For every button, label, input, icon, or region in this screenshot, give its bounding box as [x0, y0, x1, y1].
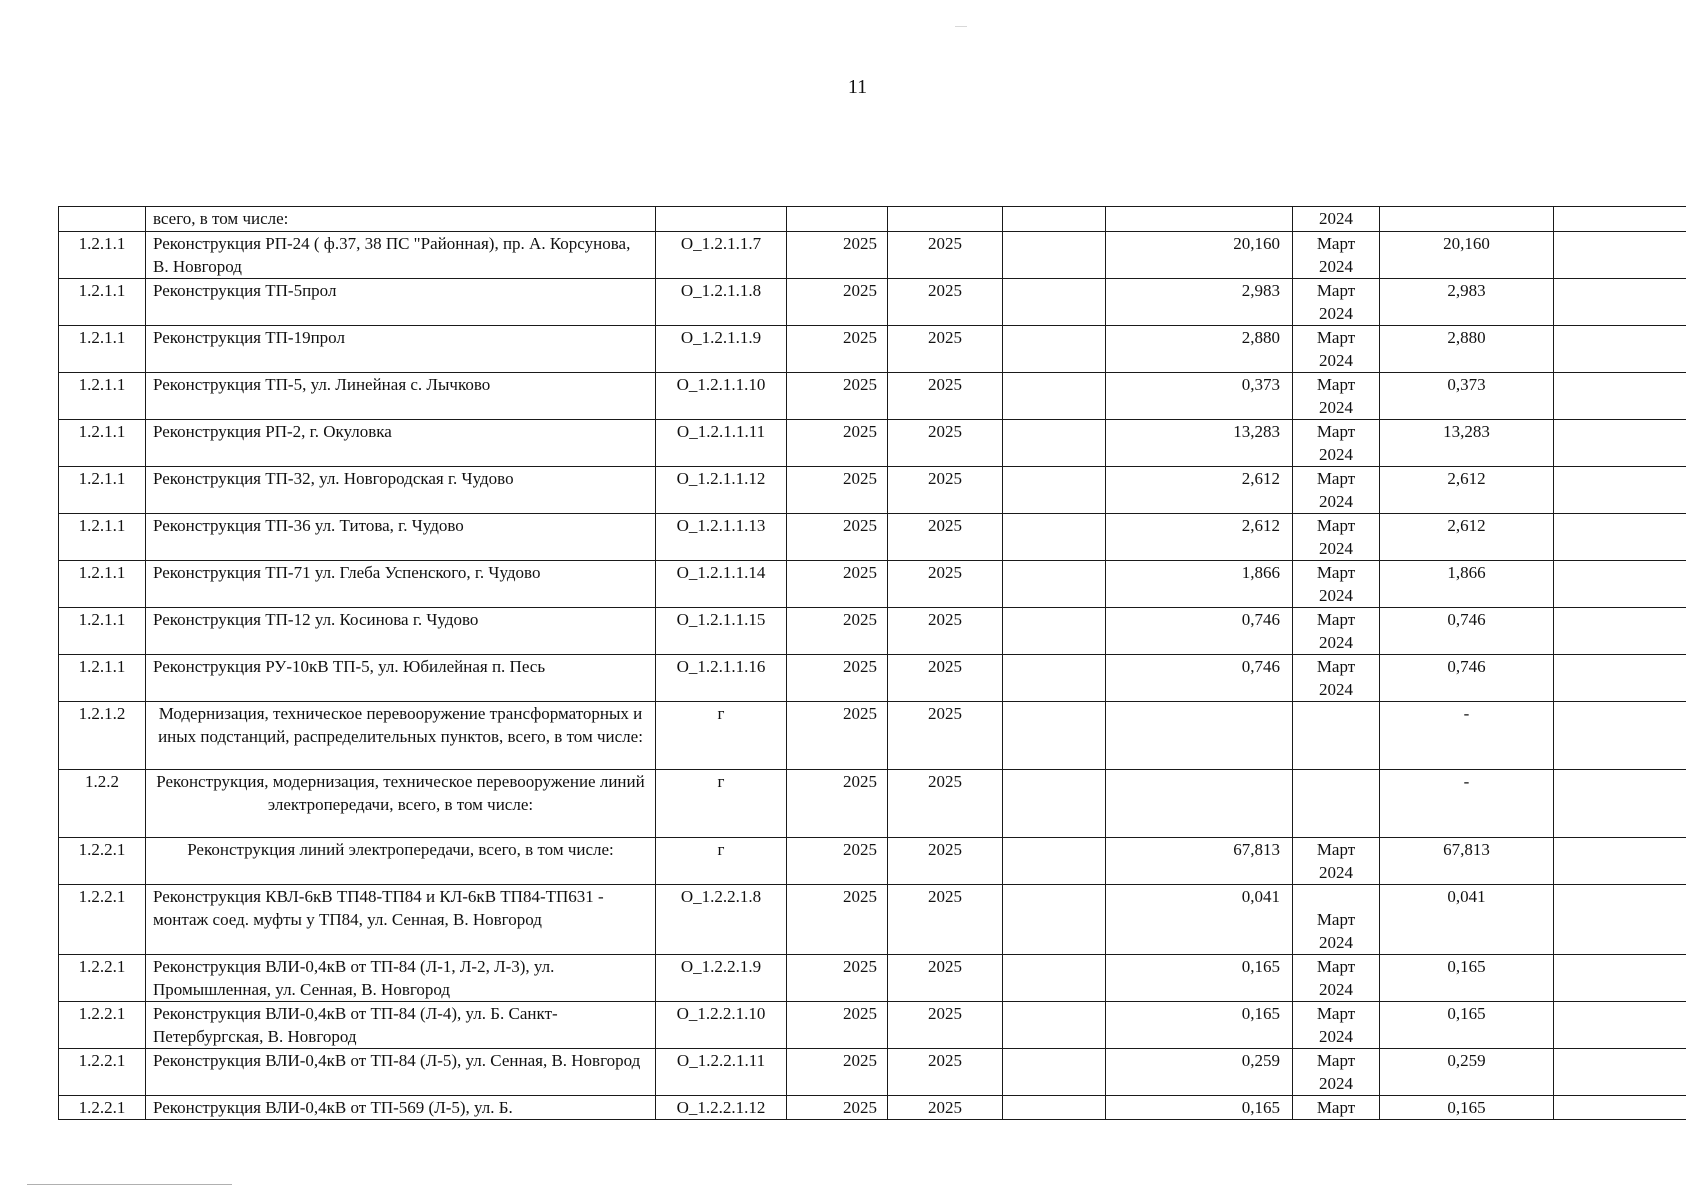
- cell-item-number: 1.2.2: [59, 770, 146, 838]
- cell-item-code: О_1.2.2.1.11: [656, 1049, 787, 1096]
- cell-notes: [1554, 1049, 1686, 1096]
- cell-notes: [1554, 702, 1686, 770]
- cell-start-year: 2025: [787, 420, 888, 467]
- cell-cost: 0,259: [1106, 1049, 1293, 1096]
- cell-cost-total: 1,866: [1380, 561, 1554, 608]
- table-row: [59, 608, 1686, 655]
- cell-item-number: 1.2.2.1: [59, 1049, 146, 1096]
- cell-end-year: 2025: [888, 561, 1003, 608]
- page-number: 11: [847, 76, 868, 98]
- cell-item-code: г: [656, 770, 787, 838]
- cell-price-date: Март 2024: [1293, 955, 1380, 1002]
- cell-end-year: 2025: [888, 326, 1003, 373]
- cell-notes: [1554, 1002, 1686, 1049]
- cell-end-year: 2025: [888, 1002, 1003, 1049]
- cell-cost-total: 67,813: [1380, 838, 1554, 885]
- table-row: [59, 514, 1686, 561]
- cell-cost: 13,283: [1106, 420, 1293, 467]
- table-row: [59, 373, 1686, 420]
- cell-item-name: Реконструкция ВЛИ-0,4кВ от ТП-569 (Л-5), ул. Б.: [146, 1096, 656, 1120]
- cell-price-date: Март 2024: [1293, 1049, 1380, 1096]
- cell-cost: [1106, 702, 1293, 770]
- cell-start-year: 2025: [787, 279, 888, 326]
- cell-end-year: 2025: [888, 1096, 1003, 1120]
- cell-price-date: Март 2024: [1293, 1002, 1380, 1049]
- cell-item-code: г: [656, 838, 787, 885]
- cell-cost: 1,866: [1106, 561, 1293, 608]
- cell-start-year: 2025: [787, 232, 888, 279]
- table-row: [59, 885, 1686, 955]
- cell-item-number: 1.2.2.1: [59, 955, 146, 1002]
- cell-cost-total: 0,373: [1380, 373, 1554, 420]
- cell-item-code: [656, 207, 787, 232]
- cell-price-date: Март: [1293, 1096, 1380, 1120]
- cell-item-name: Реконструкция РП-24 ( ф.37, 38 ПС "Районная), пр. А. Корсунова, В. Новгород: [146, 232, 656, 279]
- cell-notes: [1554, 885, 1686, 955]
- cell-item-code: О_1.2.1.1.11: [656, 420, 787, 467]
- table-row: [59, 420, 1686, 467]
- cell-end-year: 2025: [888, 373, 1003, 420]
- cell-start-year: 2025: [787, 514, 888, 561]
- cell-end-year: 2025: [888, 467, 1003, 514]
- footnote-rule: [27, 1184, 232, 1185]
- cell-item-name: Реконструкция ВЛИ-0,4кВ от ТП-84 (Л-1, Л-2, Л-3), ул. Промышленная, ул. Сенная, В. Новгород: [146, 955, 656, 1002]
- table-row: [59, 232, 1686, 279]
- cell-cost-total: 0,259: [1380, 1049, 1554, 1096]
- cell-item-code: О_1.2.2.1.12: [656, 1096, 787, 1120]
- cell-cost-total: 0,746: [1380, 655, 1554, 702]
- cell-item-number: [59, 207, 146, 232]
- cell-cost-total: 0,165: [1380, 1002, 1554, 1049]
- cell-end-year: 2025: [888, 420, 1003, 467]
- cell-cost-total: -: [1380, 702, 1554, 770]
- cell-item-number: 1.2.2.1: [59, 1002, 146, 1049]
- cell-price-date: [1293, 885, 1380, 955]
- cell-cost-total: 2,612: [1380, 514, 1554, 561]
- cell-price-date: [1293, 770, 1380, 838]
- cell-start-year: 2025: [787, 1049, 888, 1096]
- scan-mark: [955, 26, 967, 27]
- cell-item-code: О_1.2.2.1.8: [656, 885, 787, 955]
- cell-empty: [1003, 467, 1106, 514]
- cell-item-name: Реконструкция ТП-36 ул. Титова, г. Чудово: [146, 514, 656, 561]
- cell-empty: [1003, 420, 1106, 467]
- cell-empty: [1003, 232, 1106, 279]
- cell-item-name: всего, в том числе:: [146, 207, 656, 232]
- cell-item-name: Реконструкция РУ-10кВ ТП-5, ул. Юбилейная п. Песь: [146, 655, 656, 702]
- cell-item-number: 1.2.1.1: [59, 561, 146, 608]
- cell-price-date: Март 2024: [1293, 467, 1380, 514]
- cell-start-year: 2025: [787, 770, 888, 838]
- cell-cost-total: 0,746: [1380, 608, 1554, 655]
- cell-item-name: Реконструкция ТП-5прол: [146, 279, 656, 326]
- cell-start-year: 2025: [787, 373, 888, 420]
- cell-end-year: [888, 207, 1003, 232]
- cell-item-code: О_1.2.1.1.16: [656, 655, 787, 702]
- cell-item-code: О_1.2.2.1.10: [656, 1002, 787, 1049]
- cell-cost: 2,612: [1106, 514, 1293, 561]
- cell-end-year: 2025: [888, 770, 1003, 838]
- cell-item-number: 1.2.2.1: [59, 1096, 146, 1120]
- cell-end-year: 2025: [888, 702, 1003, 770]
- cell-cost-total: 0,041: [1380, 885, 1554, 955]
- cell-price-date: Март 2024: [1293, 279, 1380, 326]
- cell-cost: 0,746: [1106, 655, 1293, 702]
- cell-empty: [1003, 838, 1106, 885]
- cell-item-code: г: [656, 702, 787, 770]
- table-row: [59, 279, 1686, 326]
- cell-item-number: 1.2.1.1: [59, 232, 146, 279]
- cell-empty: [1003, 279, 1106, 326]
- cell-cost: 0,746: [1106, 608, 1293, 655]
- cell-item-name: Реконструкция ТП-12 ул. Косинова г. Чудово: [146, 608, 656, 655]
- cell-item-code: О_1.2.1.1.15: [656, 608, 787, 655]
- cell-notes: [1554, 838, 1686, 885]
- cell-start-year: 2025: [787, 885, 888, 955]
- cell-item-code: О_1.2.1.1.7: [656, 232, 787, 279]
- cell-item-name: Реконструкция ТП-32, ул. Новгородская г. Чудово: [146, 467, 656, 514]
- cell-item-number: 1.2.1.1: [59, 514, 146, 561]
- cell-item-number: 1.2.1.1: [59, 467, 146, 514]
- cell-start-year: 2025: [787, 561, 888, 608]
- cell-notes: [1554, 655, 1686, 702]
- cell-empty: [1003, 207, 1106, 232]
- cell-price-date: 2024: [1293, 207, 1380, 232]
- cell-item-code: О_1.2.1.1.8: [656, 279, 787, 326]
- cell-item-code: О_1.2.1.1.12: [656, 467, 787, 514]
- cell-item-name: Реконструкция ВЛИ-0,4кВ от ТП-84 (Л-4), ул. Б. Санкт-Петербургская, В. Новгород: [146, 1002, 656, 1049]
- cell-item-name: Реконструкция КВЛ-6кВ ТП48-ТП84 и КЛ-6кВ ТП84-ТП631 - монтаж соед. муфты у ТП84, ул. Сенная, В. Новгород: [146, 885, 656, 955]
- cell-item-number: 1.2.1.1: [59, 655, 146, 702]
- cell-end-year: 2025: [888, 1049, 1003, 1096]
- cell-price-date: Март 2024: [1293, 326, 1380, 373]
- cell-cost-total: 2,880: [1380, 326, 1554, 373]
- cell-empty: [1003, 1002, 1106, 1049]
- cell-end-year: 2025: [888, 655, 1003, 702]
- cell-item-number: 1.2.1.1: [59, 326, 146, 373]
- cell-empty: [1003, 702, 1106, 770]
- cell-cost-total: 20,160: [1380, 232, 1554, 279]
- cell-cost-total: 2,612: [1380, 467, 1554, 514]
- cell-price-date: Март 2024: [1293, 232, 1380, 279]
- cell-cost-total: [1380, 207, 1554, 232]
- cell-item-code: О_1.2.1.1.14: [656, 561, 787, 608]
- table-row: [59, 561, 1686, 608]
- table-row: [59, 1096, 1686, 1120]
- cell-cost-total: 13,283: [1380, 420, 1554, 467]
- cell-item-name: Реконструкция, модернизация, техническое перевооружение линий электропередачи, всего, в том числе:: [146, 770, 656, 838]
- cell-start-year: 2025: [787, 608, 888, 655]
- cell-cost: 67,813: [1106, 838, 1293, 885]
- cell-item-code: О_1.2.1.1.13: [656, 514, 787, 561]
- cell-start-year: 2025: [787, 1096, 888, 1120]
- cell-start-year: 2025: [787, 838, 888, 885]
- cell-empty: [1003, 885, 1106, 955]
- cell-item-name: Реконструкция линий электропередачи, всего, в том числе:: [146, 838, 656, 885]
- cell-cost: 2,880: [1106, 326, 1293, 373]
- cell-notes: [1554, 514, 1686, 561]
- cell-cost-total: -: [1380, 770, 1554, 838]
- cell-item-number: 1.2.1.1: [59, 279, 146, 326]
- cell-end-year: 2025: [888, 232, 1003, 279]
- cell-price-date: Март 2024: [1293, 655, 1380, 702]
- cell-cost: [1106, 770, 1293, 838]
- price-date-text: Март 2024: [1316, 910, 1356, 952]
- cell-start-year: 2025: [787, 1002, 888, 1049]
- cell-empty: [1003, 655, 1106, 702]
- cell-empty: [1003, 326, 1106, 373]
- cell-cost: 0,373: [1106, 373, 1293, 420]
- cell-start-year: 2025: [787, 702, 888, 770]
- cell-price-date: Март 2024: [1293, 373, 1380, 420]
- cell-price-date: Март 2024: [1293, 420, 1380, 467]
- cell-price-date: Март 2024: [1293, 561, 1380, 608]
- table-row: [59, 1002, 1686, 1049]
- cell-notes: [1554, 373, 1686, 420]
- cell-empty: [1003, 373, 1106, 420]
- table-row: [59, 838, 1686, 885]
- cell-start-year: 2025: [787, 655, 888, 702]
- cell-cost: 2,612: [1106, 467, 1293, 514]
- cell-price-date: Март 2024: [1293, 608, 1380, 655]
- cell-empty: [1003, 955, 1106, 1002]
- cell-notes: [1554, 955, 1686, 1002]
- cell-notes: [1554, 207, 1686, 232]
- cell-notes: [1554, 1096, 1686, 1120]
- cell-cost-total: 0,165: [1380, 1096, 1554, 1120]
- cell-item-name: Реконструкция РП-2, г. Окуловка: [146, 420, 656, 467]
- cell-start-year: [787, 207, 888, 232]
- cell-item-name: Модернизация, техническое перевооружение трансформаторных и иных подстанций, распределительных пунктов, всего, в том числе:: [146, 702, 656, 770]
- cell-item-code: О_1.2.1.1.10: [656, 373, 787, 420]
- cell-item-number: 1.2.2.1: [59, 885, 146, 955]
- cell-end-year: 2025: [888, 514, 1003, 561]
- cell-cost: 0,165: [1106, 955, 1293, 1002]
- cell-empty: [1003, 514, 1106, 561]
- cell-item-code: О_1.2.1.1.9: [656, 326, 787, 373]
- cell-cost-total: 0,165: [1380, 955, 1554, 1002]
- cell-item-name: Реконструкция ТП-19прол: [146, 326, 656, 373]
- cell-item-name: Реконструкция ВЛИ-0,4кВ от ТП-84 (Л-5), ул. Сенная, В. Новгород: [146, 1049, 656, 1096]
- table-row: [59, 955, 1686, 1002]
- document-table: [58, 206, 1686, 1120]
- cell-start-year: 2025: [787, 955, 888, 1002]
- cell-item-number: 1.2.1.1: [59, 420, 146, 467]
- cell-notes: [1554, 561, 1686, 608]
- cell-notes: [1554, 467, 1686, 514]
- cell-cost-total: 2,983: [1380, 279, 1554, 326]
- cell-item-code: О_1.2.2.1.9: [656, 955, 787, 1002]
- cell-item-name: Реконструкция ТП-71 ул. Глеба Успенского, г. Чудово: [146, 561, 656, 608]
- cell-item-name: Реконструкция ТП-5, ул. Линейная с. Лычково: [146, 373, 656, 420]
- cell-cost: [1106, 207, 1293, 232]
- cell-end-year: 2025: [888, 885, 1003, 955]
- cell-empty: [1003, 770, 1106, 838]
- cell-cost: 0,165: [1106, 1096, 1293, 1120]
- cell-empty: [1003, 1049, 1106, 1096]
- cell-cost: 2,983: [1106, 279, 1293, 326]
- cell-price-date: Март 2024: [1293, 514, 1380, 561]
- table-row: [59, 207, 1686, 232]
- cell-item-number: 1.2.1.1: [59, 373, 146, 420]
- cell-notes: [1554, 326, 1686, 373]
- table-row: [59, 1049, 1686, 1096]
- table-row: [59, 702, 1686, 770]
- cell-notes: [1554, 608, 1686, 655]
- table-body: [59, 207, 1686, 1120]
- table-row: [59, 770, 1686, 838]
- cell-item-number: 1.2.2.1: [59, 838, 146, 885]
- table-row: [59, 467, 1686, 514]
- cell-start-year: 2025: [787, 467, 888, 514]
- cell-empty: [1003, 561, 1106, 608]
- cell-notes: [1554, 420, 1686, 467]
- cell-empty: [1003, 608, 1106, 655]
- cell-end-year: 2025: [888, 279, 1003, 326]
- cell-price-date: Март 2024: [1293, 838, 1380, 885]
- table-row: [59, 655, 1686, 702]
- cell-item-number: 1.2.1.2: [59, 702, 146, 770]
- cell-end-year: 2025: [888, 608, 1003, 655]
- cell-price-date: [1293, 702, 1380, 770]
- cell-end-year: 2025: [888, 838, 1003, 885]
- cell-item-number: 1.2.1.1: [59, 608, 146, 655]
- table-row: [59, 326, 1686, 373]
- cell-end-year: 2025: [888, 955, 1003, 1002]
- cell-empty: [1003, 1096, 1106, 1120]
- cell-notes: [1554, 279, 1686, 326]
- cell-start-year: 2025: [787, 326, 888, 373]
- cell-cost: 20,160: [1106, 232, 1293, 279]
- cell-notes: [1554, 770, 1686, 838]
- cell-cost: 0,041: [1106, 885, 1293, 955]
- cell-cost: 0,165: [1106, 1002, 1293, 1049]
- cell-notes: [1554, 232, 1686, 279]
